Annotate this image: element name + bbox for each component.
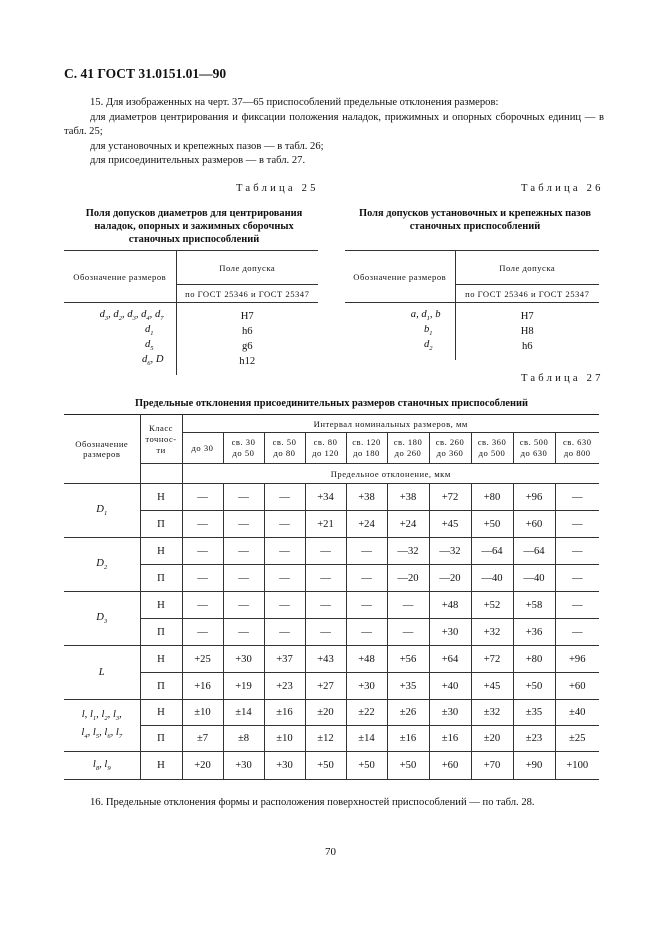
table27-interval-from: св. 80 [313, 437, 338, 447]
table27-value: ±16 [429, 726, 471, 752]
table27-interval-to: до 500 [478, 448, 506, 458]
table27-value: — [182, 592, 223, 619]
table27-interval-cell [555, 433, 599, 464]
table27-interval-from: св. 360 [477, 437, 507, 447]
table-row [64, 592, 599, 619]
table25-col1-header: Обозначение размеров [64, 251, 176, 303]
table27-row-symbol: $D_1$ [64, 484, 140, 538]
table27-value: +96 [513, 484, 555, 511]
table27-value: ±26 [387, 700, 429, 726]
table27-value: +60 [513, 511, 555, 538]
table27-value: +50 [471, 511, 513, 538]
table27-value: +58 [513, 592, 555, 619]
table26-symbol: $b_1$ [345, 324, 455, 339]
table27-interval-to: до 360 [436, 448, 464, 458]
table27-class: П [140, 511, 182, 538]
table27-interval-from: св. 50 [272, 437, 297, 447]
table27-value: +38 [346, 484, 387, 511]
table27-value: —40 [471, 565, 513, 592]
table27-value: +35 [387, 673, 429, 700]
table27-interval-from: св. 500 [519, 437, 549, 447]
table26-value: h6 [521, 340, 533, 352]
table27-value: — [305, 565, 346, 592]
table27-value: +24 [346, 511, 387, 538]
intro-line: 15. Для изображенных на черт. 37—65 приспособлений предельные отклонения размеров: [90, 97, 499, 108]
intro-line: для присоединительных размеров — в табл. 27. [90, 155, 306, 167]
table27-value: — [346, 565, 387, 592]
table27-value: — [182, 484, 223, 511]
table25-col2-header: Поле допуска [176, 251, 318, 285]
table27-row-symbol: $l_8$, $l_9$ [64, 752, 140, 780]
table27-value: +60 [429, 752, 471, 780]
table27-value: ±20 [471, 726, 513, 752]
table27-row-symbol: L [64, 646, 140, 700]
table-row [64, 752, 599, 780]
table27-value: —40 [513, 565, 555, 592]
table27-value: ±7 [182, 726, 223, 752]
table27-value: ±35 [513, 700, 555, 726]
table27-value: —64 [471, 538, 513, 565]
table27-value: ±14 [346, 726, 387, 752]
table27-value: ±16 [387, 726, 429, 752]
table27-value: ±23 [513, 726, 555, 752]
table27-value: — [182, 538, 223, 565]
table27-value: +56 [387, 646, 429, 673]
table26-symbol: a, $d_1$, b [345, 309, 455, 324]
table27-value: — [555, 511, 599, 538]
table27-value: +64 [429, 646, 471, 673]
table25-title: Поля допусков диаметров для центрирования наладок, опорных и зажимных сборочных станочных приспособлений [85, 208, 303, 245]
table25-symbol: $d_5$ [64, 339, 176, 354]
table27-value: ±10 [182, 700, 223, 726]
table27-value: — [182, 619, 223, 646]
table-row [64, 565, 599, 592]
table27-interval-from: св. 120 [352, 437, 381, 447]
table27-value: ±25 [555, 726, 599, 752]
table27-value: ±14 [223, 700, 264, 726]
table27-interval-from: св. 630 [562, 437, 592, 447]
table27-interval-cell [182, 433, 223, 464]
table27-value: +37 [264, 646, 305, 673]
table27-row-symbol: l, $l_1$, $l_2$, $l_3$, $l_4$, $l_5$, $l_6$, $l_7$ [64, 700, 140, 752]
table27-value: — [346, 619, 387, 646]
page-number: 70 [325, 846, 336, 858]
table27-class: П [140, 619, 182, 646]
table27-class: П [140, 673, 182, 700]
table27-value: — [223, 511, 264, 538]
table27-value: ±10 [264, 726, 305, 752]
table27-value: ±12 [305, 726, 346, 752]
table27-value: ±16 [264, 700, 305, 726]
table27-value: — [223, 484, 264, 511]
table27-value: — [264, 565, 305, 592]
table27-interval-header: Интервал номинальных размеров, мм [182, 415, 599, 433]
table27-value: +20 [182, 752, 223, 780]
item16-paragraph [64, 796, 604, 811]
table27-interval-from: до 30 [191, 442, 214, 453]
table26-value: H8 [520, 325, 534, 337]
table26-caption: Таблица 26 [521, 183, 604, 194]
table27-value: +48 [346, 646, 387, 673]
table27-interval-to: до 80 [273, 448, 296, 458]
table27-value: +50 [305, 752, 346, 780]
table-row [64, 700, 599, 726]
table27-value: — [264, 619, 305, 646]
table27-value: — [555, 565, 599, 592]
table26-col2-header: Поле допуска [455, 251, 599, 285]
table25-value: H7 [240, 310, 254, 322]
table26 [345, 250, 599, 360]
table27-value: —20 [387, 565, 429, 592]
table25-symbol: $d_6$, D [64, 354, 176, 369]
table-row [64, 726, 599, 752]
table27-value: ±40 [555, 700, 599, 726]
table27-col1-header: Обозначение размеров [64, 415, 140, 484]
table25-symbol: $d_1$ [64, 324, 176, 339]
table25-caption: Таблица 25 [236, 183, 319, 194]
table27-value: — [387, 592, 429, 619]
table27-value: +45 [471, 673, 513, 700]
table27-class: Н [140, 592, 182, 619]
table27-value: — [346, 592, 387, 619]
table27 [64, 414, 599, 780]
table27-value: ±32 [471, 700, 513, 726]
table27-value: — [555, 592, 599, 619]
table27-title: Предельные отклонения присоединительных размеров станочных приспособлений [135, 398, 528, 409]
table27-value: +30 [264, 752, 305, 780]
table27-value: ±30 [429, 700, 471, 726]
table27-value: +25 [182, 646, 223, 673]
table27-value: +24 [387, 511, 429, 538]
table27-interval-to: до 260 [394, 448, 422, 458]
table27-value: +72 [429, 484, 471, 511]
page-header: С. 41 ГОСТ 31.0151.01—90 [64, 66, 227, 81]
table27-value: +30 [223, 646, 264, 673]
table27-value: — [223, 538, 264, 565]
table27-class: П [140, 565, 182, 592]
table27-interval-to: до 800 [563, 448, 591, 458]
table27-value: — [346, 538, 387, 565]
table27-interval-to: до 50 [232, 448, 255, 458]
table27-value: +36 [513, 619, 555, 646]
table27-value: — [264, 538, 305, 565]
table27-value: — [555, 619, 599, 646]
table27-interval-cell [346, 433, 387, 464]
table27-interval-from: св. 260 [435, 437, 465, 447]
table25-value: h12 [239, 355, 256, 367]
table26-col1-header: Обозначение размеров [345, 251, 455, 303]
table27-interval-to: до 630 [520, 448, 548, 458]
table27-class: Н [140, 646, 182, 673]
table27-value: — [223, 565, 264, 592]
table27-interval-from: св. 30 [231, 437, 256, 447]
table27-value: +70 [471, 752, 513, 780]
table27-value: +30 [429, 619, 471, 646]
table27-value: +23 [264, 673, 305, 700]
table27-value: +80 [471, 484, 513, 511]
table27-interval-from: св. 180 [393, 437, 423, 447]
table27-value: +34 [305, 484, 346, 511]
table-row [64, 673, 599, 700]
table27-value: — [264, 511, 305, 538]
table27-value: — [555, 484, 599, 511]
table27-class: Н [140, 538, 182, 565]
table25-value: h6 [241, 325, 253, 337]
table27-value: +50 [513, 673, 555, 700]
table-row [64, 484, 599, 511]
table25-value: g6 [241, 340, 253, 352]
table27-class: П [140, 726, 182, 752]
table27-value: +50 [346, 752, 387, 780]
table27-caption: Таблица 27 [521, 373, 604, 384]
table27-value: +30 [223, 752, 264, 780]
table27-interval-cell [305, 433, 346, 464]
table27-value: — [305, 592, 346, 619]
table27-value: +38 [387, 484, 429, 511]
table27-interval-cell [223, 433, 264, 464]
table27-interval-to: до 180 [353, 448, 380, 458]
table27-value: +27 [305, 673, 346, 700]
table27-interval-cell [429, 433, 471, 464]
table27-value: +21 [305, 511, 346, 538]
table27-value: — [223, 592, 264, 619]
table27-value: +50 [387, 752, 429, 780]
table27-value: —20 [429, 565, 471, 592]
table27-value: — [182, 565, 223, 592]
table27-value: — [305, 538, 346, 565]
table27-interval-to: до 120 [312, 448, 339, 458]
table27-value: — [305, 619, 346, 646]
table27-row-symbol: $D_2$ [64, 538, 140, 592]
table27-value: +72 [471, 646, 513, 673]
table27-value: +48 [429, 592, 471, 619]
table27-value: +80 [513, 646, 555, 673]
table26-value: H7 [520, 310, 534, 322]
table27-interval-cell [513, 433, 555, 464]
table27-value: — [264, 484, 305, 511]
table25-col2-subheader: по ГОСТ 25346 и ГОСТ 25347 [176, 285, 318, 303]
table27-value: +32 [471, 619, 513, 646]
table27-value: +90 [513, 752, 555, 780]
table27-value: +30 [346, 673, 387, 700]
table27-value: — [387, 619, 429, 646]
table27-class: Н [140, 752, 182, 780]
table-row [64, 619, 599, 646]
table27-value: +16 [182, 673, 223, 700]
table27-value: +96 [555, 646, 599, 673]
table27-value: — [264, 592, 305, 619]
table27-interval-cell [264, 433, 305, 464]
table27-value: ±22 [346, 700, 387, 726]
table27-value: +43 [305, 646, 346, 673]
table27-value: +60 [555, 673, 599, 700]
table27-value: ±20 [305, 700, 346, 726]
table27-value: +52 [471, 592, 513, 619]
table26-col2-subheader: по ГОСТ 25346 и ГОСТ 25347 [455, 285, 599, 303]
intro-line: для диаметров центрирования и фиксации положения наладок, прижимных и опорных сборочных единиц — в табл. 25; [64, 111, 604, 138]
table27-value: — [555, 538, 599, 565]
item16-text: 16. Предельные отклонения формы и расположения поверхностей приспособлений — по табл. 28. [90, 797, 535, 808]
intro-paragraph [64, 96, 604, 169]
table27-interval-cell [387, 433, 429, 464]
table27-class: Н [140, 484, 182, 511]
table27-value: +19 [223, 673, 264, 700]
table27-value: —64 [513, 538, 555, 565]
table26-symbol: $d_2$ [345, 339, 455, 354]
table27-value: +40 [429, 673, 471, 700]
table27-value: +45 [429, 511, 471, 538]
table27-class: Н [140, 700, 182, 726]
table27-value: —32 [387, 538, 429, 565]
table27-value: —32 [429, 538, 471, 565]
table27-interval-cell [471, 433, 513, 464]
table-row [64, 538, 599, 565]
table27-value: — [182, 511, 223, 538]
table27-deviation-header: Предельное отклонение, мкм [182, 464, 599, 484]
table27-value: — [223, 619, 264, 646]
table27-value: +100 [555, 752, 599, 780]
table27-col2-header: Класс точнос-ти [140, 415, 182, 464]
table-row [64, 646, 599, 673]
table-row [64, 511, 599, 538]
table26-title: Поля допусков установочных и крепежных пазов станочных приспособлений [359, 208, 591, 232]
table27-value: ±8 [223, 726, 264, 752]
intro-line: для установочных и крепежных пазов — в табл. 26; [90, 140, 324, 152]
table25-symbol: $d_3$, $d_2$, $d_3$, $d_4$, $d_7$ [64, 309, 176, 324]
table25 [64, 250, 318, 375]
table27-row-symbol: $D_3$ [64, 592, 140, 646]
